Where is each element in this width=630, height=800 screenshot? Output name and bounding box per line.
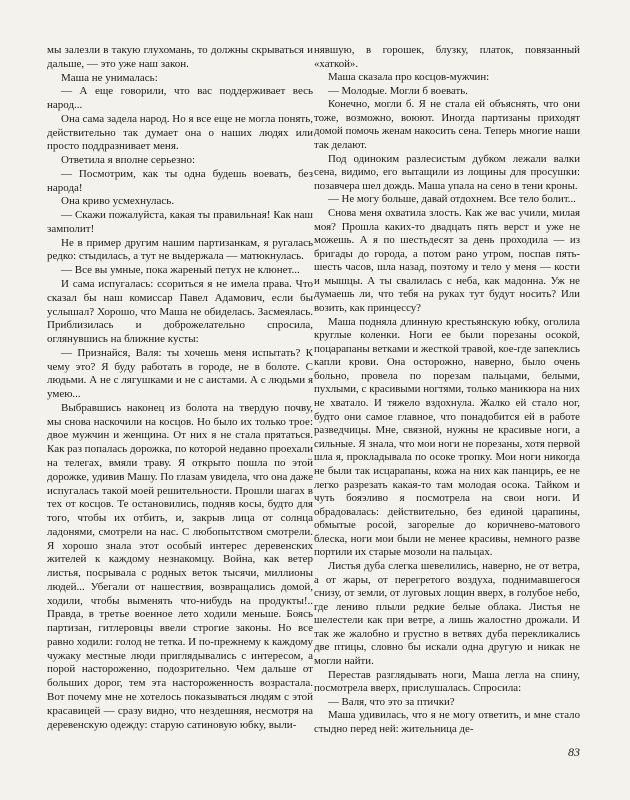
page-number: 83 xyxy=(568,745,580,759)
paragraph: — Посмотрим, как ты одна будешь воевать, без народа! xyxy=(47,167,313,194)
paragraph: Не в пример другим нашим партизанкам, я ругалась редко: стыдилась, а тут не выдержала — матюкнулась. xyxy=(47,236,313,263)
paragraph: — Признайся, Валя: ты хочешь меня испытать? К чему это? Я буду работать в городе, не в болоте. С людьми. А не с лягушками и не с аистами. А с людьми я умею... xyxy=(47,346,313,401)
right-column xyxy=(314,44,580,736)
paragraph: Она криво усмехнулась. xyxy=(61,195,175,208)
paragraph: — Скажи пожалуйста, какая ты правильная! Как наш замполит! xyxy=(47,209,313,235)
paragraph: Маша сказала про косцов-мужчин: xyxy=(328,71,490,84)
paragraph: Выбравшись наконец из болота на твердую почву, мы снова наскочили на косцов. Но было их только трое: двое мужчин и женщина. От них я не стала прятаться. Как раз попалась дорожка, по которой недавно проехали на телегах, вмяли траву. Я открыто пошла по этой дорожке, удивив Машу. По глазам увидела, что она даже испугалась такой моей решительности. Прошли шагах в тех от косцов. Те остановились, подняв косы, будто для того, чтобы их отбить, и, закрыв лица от солнца ладонями, смотрели на нас. С любопытством смотрели. Я хорошо знала этот особый интерес деревенских жителей к каждому незнакомцу. Война, как ветер листья, посрывала с родных веток тысячи, миллионы людей... Убегали от нашествия, возвращались домой, ходили, чтобы выменять что-нибудь на продукты!.. Правда, в третье военное лето ходили меньше. Боясь партизан, гитлеровцы ввели строгие законы. Но все равно ходили: голод не тетка. И по-прежнему к каждому чужаку местные люди приглядывались с интересом, а порой настороженно, подозрительно. Чем дальше от больших дорог, тем эта настороженность возрастала. Вот почему мне не хотелось показываться людям с этой красавицей — сразу видно, что нездешняя, несмотря на деревенскую одежду: старую сатиновую юбку, выли- xyxy=(47,401,313,731)
paragraph: — Валя, что это за птички? xyxy=(328,695,455,708)
paragraph: И сама испугалась: ссориться я не имела права. Что сказал бы наш комиссар Павел Адамович, если бы услышал? Хорошо, что Маша не обиделась. Засмеялась. Приблизилась и доброжелательно спросила, оглянувшись на ближние кусты: xyxy=(47,278,313,346)
paragraph: Конечно, могли б. Я не стала ей объяснять, что они тоже, возможно, воюют. Иногда партизаны приходят домой помочь женам накосить сена. Теперь многие наши так делают. xyxy=(314,98,580,152)
paragraph: мы залезли в такую глухомань, то должны скрываться и дальше, — это уже наш закон. xyxy=(47,44,313,70)
paragraph: Маша подняла длинную крестьянскую юбку, оголила круглые коленки. Ноги ее были порезаны осокой, поцарапаны ветками и жесткой травой, кое-где запеклись капли крови. Она осторожно, наверно, было очень больно, провела по порезам пальцами, белыми, пухлыми, с красивыми ногтями, только маникюра на них не хватало. И тяжело вздохнула. Жалко ей стало ног, будто они самое главное, что понадобится ей в работе разведчицы. Мне, связной, нужны не красивые ноги, а сильные. Я знала, что мои ноги не порезаны, хотя первой шла я, прокладывала по осоке тропку. Мои ноги никогда не были так исцарапаны, кожа на них как панцирь, ее не легко разрезать какая-то там молодая осока. Тайком и чуть бояэливо я посмотрела на свои ноги. И обрадовалась: действительно, без единой царапины, обмытые росой, загорелые до коричнево-матового блеска, ноги мои были не менее красивы, немного разве портили их старые мозоли на пальцах. xyxy=(314,315,580,559)
paragraph: нявшую, в горошек, блузку, платок, повязанный «хаткой». xyxy=(314,44,580,70)
paragraph: — Все вы умные, пока жареный петух не клюнет... xyxy=(61,264,300,277)
paragraph: Перестав разглядывать ноги, Маша легла на спину, посмотрела вверх, прислушалась. Спросила: xyxy=(314,668,580,695)
paragraph: — Молодые. Могли б воевать. xyxy=(328,84,468,97)
paragraph: Маша удивилась, что я не могу ответить, и мне стало стыдно перед ней: жительница де- xyxy=(314,709,580,735)
paragraph: Листья дуба слегка шевелились, наверно, не от ветра, а от жары, от перегретого воздуха, поднимавшегося снизу, от земли, от луговых лощин вверх, в голубое небо, где лениво плыли редкие белые облака. Листья не шелестели как при ветре, а лишь жалостно дрожали. И так же жалобно и грустно в ветвях дуба перекликались две птицы, словно бы искали одна другую и никак не могли найти. xyxy=(314,559,580,668)
paragraph: Под одиноким разлесистым дубком лежали валки сена, видимо, его вытащили из лощины для просушки: позавчера шел дождь. Маша упала на сено в тени кроны. xyxy=(314,152,580,192)
paragraph: Снова меня охватила злость. Как же вас учили, милая моя? Прошла каких-то двадцать пять верст и уже не можешь. А я по шестьдесят за день проходила — из бригады до города, а потом рано утром, поспав пять-шесть часов, шла назад, поэтому и тело у меня — кости и мышцы. А ты свалилась с неба, как мадонна. Уж не думаешь ли, что тебя на руках тут будут носить? Или возить, как принцессу? xyxy=(314,206,580,314)
paragraph: — Не могу больше, давай отдохнем. Все тело болит... xyxy=(328,193,576,206)
paragraph: Ответила я вполне серьезно: xyxy=(61,154,196,167)
left-column xyxy=(47,44,313,732)
paragraph: — А еще говорили, что вас поддерживает весь народ... xyxy=(47,85,313,112)
paragraph: Маша не унималась: xyxy=(61,71,158,84)
paragraph: Она сама задела народ. Но я все еще не могла понять, действительно так думает она о наших людях или просто поддразнивает меня. xyxy=(47,112,313,153)
